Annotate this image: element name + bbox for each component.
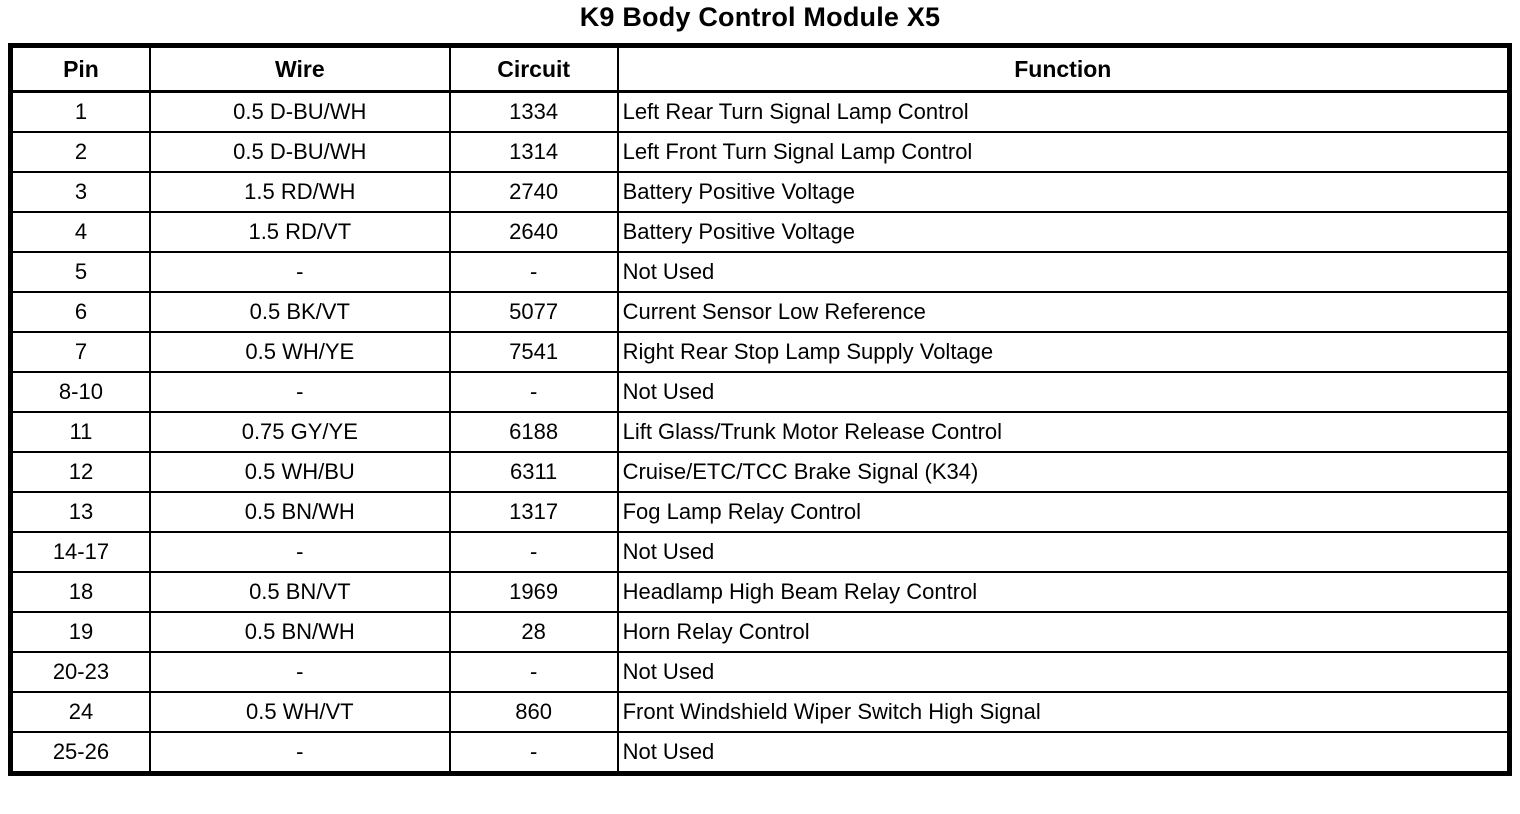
- wire-cell: 0.5 WH/VT: [150, 692, 450, 732]
- wire-cell: -: [150, 372, 450, 412]
- table-row: [11, 692, 1510, 732]
- wire-cell: 0.5 BN/VT: [150, 572, 450, 612]
- pin-cell: 8-10: [11, 372, 150, 412]
- function-cell: Fog Lamp Relay Control: [618, 492, 1510, 532]
- pin-cell: 2: [11, 132, 150, 172]
- circuit-cell: 1334: [450, 92, 618, 133]
- function-cell: Right Rear Stop Lamp Supply Voltage: [618, 332, 1510, 372]
- pin-cell: 6: [11, 292, 150, 332]
- circuit-cell: 1317: [450, 492, 618, 532]
- pin-cell: 11: [11, 412, 150, 452]
- wire-cell: 0.5 BN/WH: [150, 612, 450, 652]
- function-cell: Not Used: [618, 532, 1510, 572]
- table-row: [11, 572, 1510, 612]
- wire-cell: 1.5 RD/VT: [150, 212, 450, 252]
- table-row: [11, 412, 1510, 452]
- table-row: [11, 252, 1510, 292]
- pin-cell: 12: [11, 452, 150, 492]
- wire-cell: -: [150, 532, 450, 572]
- pin-cell: 5: [11, 252, 150, 292]
- header-cell-circuit: Circuit: [450, 46, 618, 92]
- pin-cell: 18: [11, 572, 150, 612]
- circuit-cell: 2640: [450, 212, 618, 252]
- function-cell: Left Front Turn Signal Lamp Control: [618, 132, 1510, 172]
- wire-cell: -: [150, 732, 450, 774]
- pin-cell: 14-17: [11, 532, 150, 572]
- table-row: [11, 92, 1510, 133]
- circuit-cell: 6311: [450, 452, 618, 492]
- function-cell: Cruise/ETC/TCC Brake Signal (K34): [618, 452, 1510, 492]
- function-cell: Battery Positive Voltage: [618, 172, 1510, 212]
- circuit-cell: 1314: [450, 132, 618, 172]
- function-cell: Not Used: [618, 732, 1510, 774]
- wire-cell: -: [150, 652, 450, 692]
- pin-cell: 24: [11, 692, 150, 732]
- page-title: K9 Body Control Module X5: [579, 2, 941, 32]
- header-row: [11, 46, 1510, 92]
- pin-cell: 13: [11, 492, 150, 532]
- pin-cell: 3: [11, 172, 150, 212]
- wire-cell: 0.5 WH/BU: [150, 452, 450, 492]
- function-cell: Not Used: [618, 372, 1510, 412]
- function-cell: Battery Positive Voltage: [618, 212, 1510, 252]
- function-cell: Not Used: [618, 252, 1510, 292]
- pin-cell: 25-26: [11, 732, 150, 774]
- function-cell: Lift Glass/Trunk Motor Release Control: [618, 412, 1510, 452]
- circuit-cell: -: [450, 732, 618, 774]
- table-row: [11, 532, 1510, 572]
- table-row: [11, 212, 1510, 252]
- circuit-cell: 1969: [450, 572, 618, 612]
- function-cell: Left Rear Turn Signal Lamp Control: [618, 92, 1510, 133]
- table-row: [11, 372, 1510, 412]
- table-row: [11, 612, 1510, 652]
- wire-cell: 1.5 RD/WH: [150, 172, 450, 212]
- circuit-cell: -: [450, 532, 618, 572]
- function-cell: Horn Relay Control: [618, 612, 1510, 652]
- header-cell-wire: Wire: [150, 46, 450, 92]
- function-cell: Current Sensor Low Reference: [618, 292, 1510, 332]
- table-row: [11, 732, 1510, 774]
- circuit-cell: -: [450, 252, 618, 292]
- circuit-cell: 28: [450, 612, 618, 652]
- function-cell: Headlamp High Beam Relay Control: [618, 572, 1510, 612]
- pin-cell: 4: [11, 212, 150, 252]
- circuit-cell: 860: [450, 692, 618, 732]
- pin-cell: 19: [11, 612, 150, 652]
- table-row: [11, 452, 1510, 492]
- header-cell-function: Function: [618, 46, 1510, 92]
- table-body: [11, 92, 1510, 774]
- pin-cell: 7: [11, 332, 150, 372]
- table-header: [11, 46, 1510, 92]
- circuit-cell: 6188: [450, 412, 618, 452]
- wire-cell: 0.5 WH/YE: [150, 332, 450, 372]
- table-row: [11, 652, 1510, 692]
- circuit-cell: 2740: [450, 172, 618, 212]
- wire-cell: 0.5 D-BU/WH: [150, 132, 450, 172]
- circuit-cell: -: [450, 652, 618, 692]
- wire-cell: 0.5 BN/WH: [150, 492, 450, 532]
- wire-cell: 0.75 GY/YE: [150, 412, 450, 452]
- circuit-cell: 7541: [450, 332, 618, 372]
- circuit-cell: 5077: [450, 292, 618, 332]
- pinout-table: [8, 43, 1512, 776]
- header-cell-pin: Pin: [11, 46, 150, 92]
- table-row: [11, 492, 1510, 532]
- table-row: [11, 332, 1510, 372]
- wire-cell: 0.5 D-BU/WH: [150, 92, 450, 133]
- table-row: [11, 132, 1510, 172]
- function-cell: Not Used: [618, 652, 1510, 692]
- wire-cell: -: [150, 252, 450, 292]
- circuit-cell: -: [450, 372, 618, 412]
- table-row: [11, 172, 1510, 212]
- table-row: [11, 292, 1510, 332]
- function-cell: Front Windshield Wiper Switch High Signal: [618, 692, 1510, 732]
- wire-cell: 0.5 BK/VT: [150, 292, 450, 332]
- pin-cell: 20-23: [11, 652, 150, 692]
- pin-cell: 1: [11, 92, 150, 133]
